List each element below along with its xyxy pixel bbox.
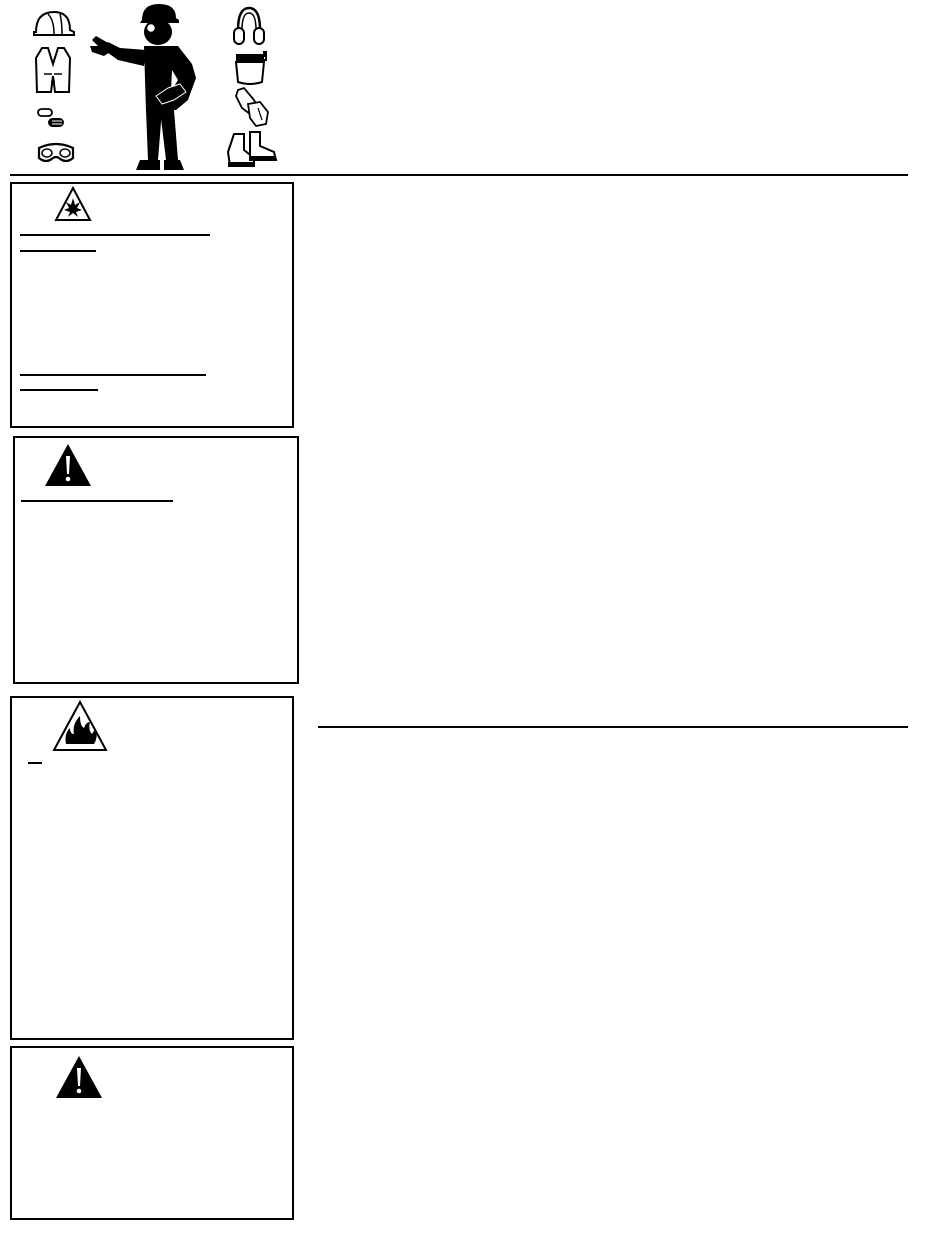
general-warning-icon bbox=[54, 1054, 104, 1100]
heading-underline bbox=[20, 234, 210, 236]
safety-vest-icon bbox=[34, 46, 72, 94]
section-divider bbox=[318, 726, 908, 728]
face-shield-icon bbox=[232, 48, 268, 86]
subheading-underline bbox=[20, 250, 96, 252]
heading-underline bbox=[20, 374, 206, 376]
warning-box-explosion bbox=[10, 182, 294, 428]
safety-boots-icon bbox=[226, 130, 278, 170]
fire-hazard-icon bbox=[52, 700, 108, 752]
earplugs-icon bbox=[36, 106, 68, 130]
general-warning-icon bbox=[43, 442, 93, 488]
heading-underline bbox=[21, 500, 173, 502]
gloves-icon bbox=[232, 86, 272, 128]
hard-hat-icon bbox=[32, 8, 76, 40]
warning-box-fire bbox=[10, 696, 294, 1040]
heading-underline bbox=[28, 762, 42, 764]
warning-box-general-2 bbox=[10, 1046, 294, 1220]
worker-with-ppe-icon bbox=[86, 0, 211, 172]
warning-box-general bbox=[13, 436, 299, 684]
explosion-hazard-icon bbox=[54, 186, 92, 222]
header-divider bbox=[10, 174, 908, 176]
safety-goggles-icon bbox=[36, 140, 76, 166]
ear-muffs-icon bbox=[232, 6, 266, 46]
subheading-underline bbox=[20, 389, 98, 391]
ppe-illustration bbox=[20, 0, 290, 172]
